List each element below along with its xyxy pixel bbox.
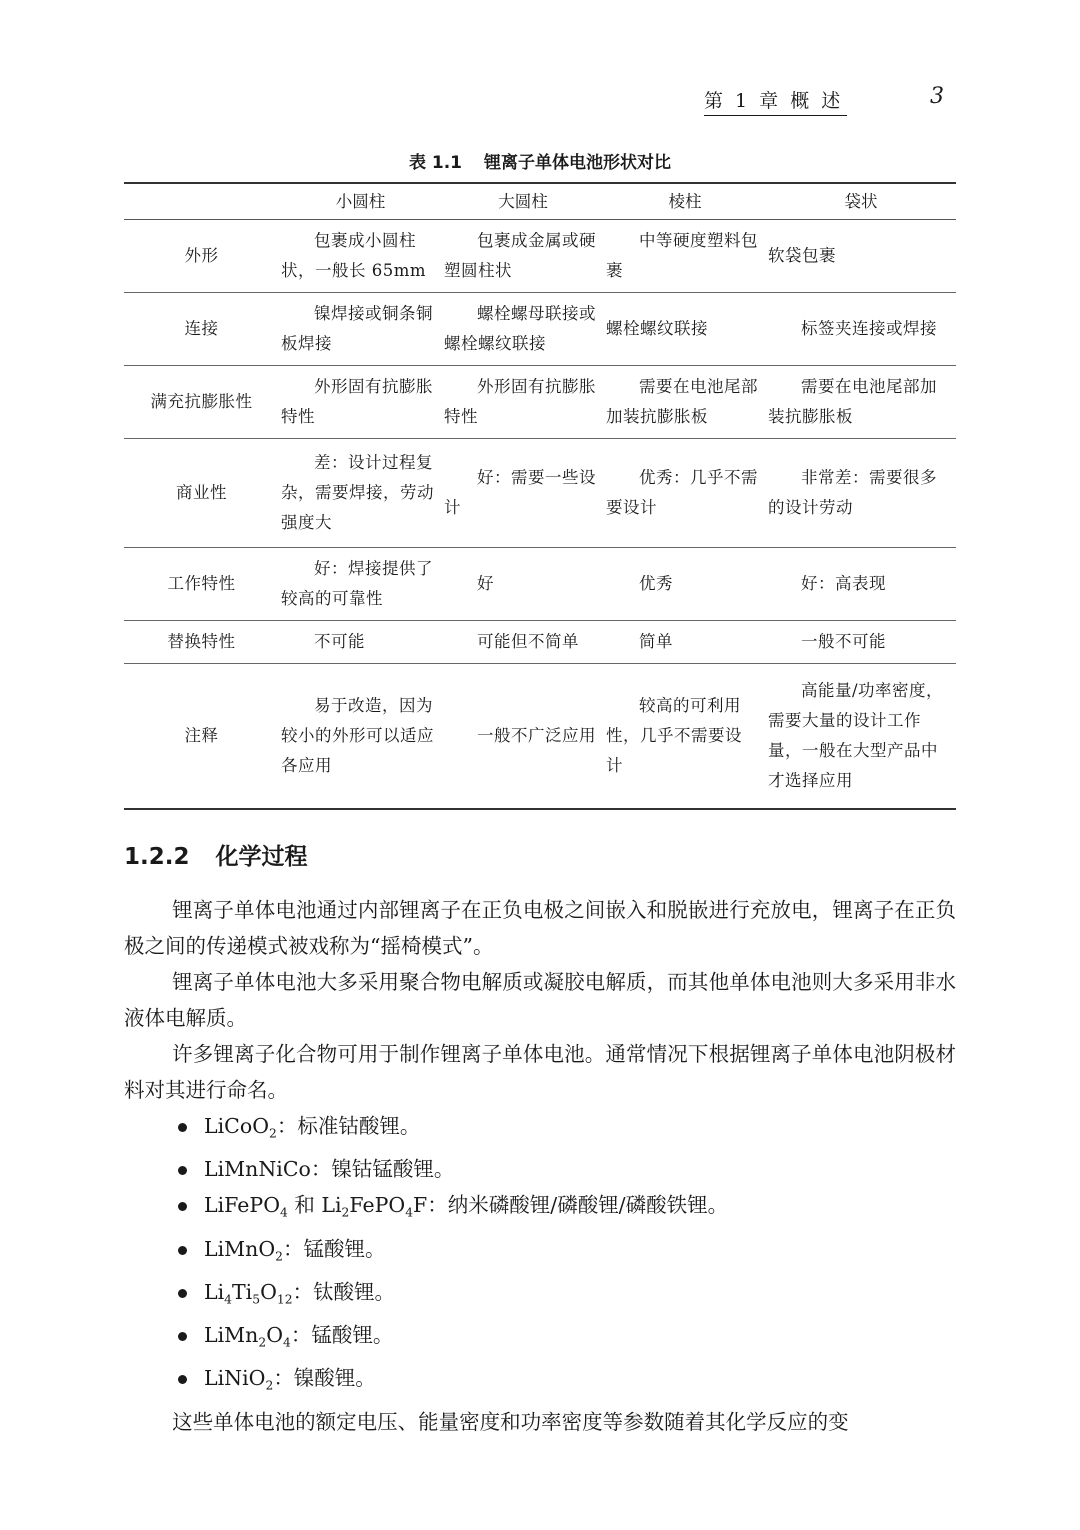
table-cell: 差：设计过程复杂，需要焊接，劳动强度大 <box>281 453 434 532</box>
table-cell: 镍焊接或铜条铜板焊接 <box>281 304 433 353</box>
formula-text: F <box>413 1193 428 1218</box>
formula-text: Li <box>204 1279 225 1304</box>
formula-text: Ti <box>232 1279 253 1304</box>
row-label: 注释 <box>184 725 219 745</box>
formula-subscript: 2 <box>265 1378 274 1393</box>
paragraph: 锂离子单体电池通过内部锂离子在正负电极之间嵌入和脱嵌进行充放电，锂离子在正负极之间的传递模式被戏称为“摇椅模式”。 <box>124 898 956 958</box>
formula-text: FePO <box>349 1193 406 1218</box>
column-header <box>124 183 279 220</box>
chemical-formula <box>204 1157 311 1181</box>
table-row <box>124 664 956 809</box>
table-cell: 需要在电池尾部加装抗膨胀板 <box>606 377 758 426</box>
formula-subscript: 4 <box>283 1335 291 1350</box>
table-cell: 不可能 <box>314 632 365 651</box>
table-cell: 好：高表现 <box>801 574 886 593</box>
row-label: 商业性 <box>176 483 227 502</box>
column-header: 棱柱 <box>668 191 702 211</box>
table-cell: 高能量/功率密度，需要大量的设计工作量，一般在大型产品中才选择应用 <box>768 680 944 790</box>
chemical-formula <box>204 1366 274 1393</box>
section-heading <box>124 838 308 871</box>
table-cell: 好：需要一些设计 <box>444 468 596 517</box>
formula-description: ：锰酸锂。 <box>290 1323 394 1348</box>
formula-text: 和 Li <box>287 1193 342 1218</box>
chemical-formula <box>204 1323 291 1350</box>
table-cell: 标签夹连接或焊接 <box>801 319 937 338</box>
chemical-formula <box>204 1114 277 1141</box>
chapter-heading: 第 1 章 概 述 <box>704 86 847 116</box>
formula-description: ：镍酸锂。 <box>273 1366 376 1391</box>
table-cell: 好：焊接提供了较高的可靠性 <box>281 559 433 608</box>
formula-subscript: 2 <box>341 1205 350 1220</box>
running-head <box>704 86 944 116</box>
table-cell: 可能但不简单 <box>477 632 579 651</box>
table-header <box>124 183 956 220</box>
formula-text: LiFePO <box>204 1193 281 1218</box>
table-body <box>124 220 956 809</box>
table-cell: 优秀：几乎不需要设计 <box>606 468 758 517</box>
table-cell: 外形固有抗膨胀特性 <box>444 377 596 426</box>
bullet-item <box>178 1151 956 1187</box>
table-cell: 较高的可利用性，几乎不需要设计 <box>606 695 742 775</box>
paragraph: 许多锂离子化合物可用于制作锂离子单体电池。通常情况下根据锂离子单体电池阴极材料对其进行命名。 <box>124 1042 956 1102</box>
table-cell: 易于改造，因为较小的外形可以适应各应用 <box>281 695 434 775</box>
formula-subscript: 2 <box>269 1126 277 1141</box>
section-title: 化学过程 <box>215 844 308 870</box>
table-cell: 包裹成金属或硬塑圆柱状 <box>444 231 596 280</box>
formula-text: O <box>266 1323 284 1348</box>
formula-subscript: 4 <box>224 1292 232 1307</box>
chemical-formula <box>204 1193 428 1220</box>
chemical-formula <box>204 1237 283 1261</box>
bullet-item <box>178 1108 956 1151</box>
cathode-material-list <box>124 1108 956 1404</box>
header-row <box>124 183 956 220</box>
comparison-table <box>124 182 956 810</box>
formula-description: ：镍钴锰酸锂。 <box>310 1157 455 1182</box>
table-row <box>124 548 956 621</box>
bullet-item <box>178 1360 956 1403</box>
formula-text: LiMn <box>204 1323 259 1348</box>
bullet-item <box>178 1317 956 1360</box>
bullet-item <box>178 1231 956 1274</box>
formula-text: O <box>260 1279 277 1304</box>
row-label: 连接 <box>184 319 219 338</box>
formula-subscript: 4 <box>405 1205 414 1220</box>
column-header: 小圆柱 <box>335 191 386 211</box>
table-cell: 螺栓螺母联接或螺栓螺纹联接 <box>444 304 596 353</box>
formula-description: ：钛酸锂。 <box>292 1279 396 1304</box>
table-cell: 非常差：需要很多的设计劳动 <box>768 468 937 517</box>
table-cell: 一般不广泛应用 <box>477 725 596 745</box>
paragraph: 这些单体电池的额定电压、能量密度和功率密度等参数随着其化学反应的变 <box>172 1409 849 1434</box>
table-caption <box>124 148 956 173</box>
page-number: 3 <box>930 84 944 109</box>
bullet-item <box>178 1187 956 1230</box>
table-row <box>124 366 956 439</box>
formula-text: LiNiO <box>204 1366 266 1391</box>
table-number: 表 1.1 <box>408 153 463 173</box>
table-row <box>124 621 956 664</box>
table-cell: 螺栓螺纹联接 <box>606 319 708 338</box>
table-cell: 一般不可能 <box>801 632 886 651</box>
formula-subscript: 2 <box>275 1248 283 1263</box>
row-label: 替换特性 <box>167 632 236 651</box>
formula-text: LiMnNiCo <box>204 1157 311 1182</box>
table-title: 锂离子单体电池形状对比 <box>484 153 672 173</box>
formula-text: LiCoO <box>204 1114 270 1138</box>
table-cell: 简单 <box>639 632 673 651</box>
body-text <box>124 892 956 1440</box>
row-label: 外形 <box>184 246 219 265</box>
table-cell: 包裹成小圆柱状，一般长 65mm <box>281 231 427 280</box>
table-row <box>124 439 956 548</box>
column-header: 袋状 <box>844 191 878 211</box>
column-header: 大圆柱 <box>498 191 548 211</box>
table-cell: 软袋包裹 <box>768 246 836 265</box>
table-cell: 优秀 <box>639 574 673 593</box>
table-cell: 外形固有抗膨胀特性 <box>281 377 433 426</box>
paragraph: 锂离子单体电池大多采用聚合物电解质或凝胶电解质，而其他单体电池则大多采用非水液体电解质。 <box>124 970 956 1030</box>
formula-description: ：锰酸锂。 <box>283 1236 386 1261</box>
bullet-item <box>178 1274 956 1317</box>
row-label: 工作特性 <box>167 574 236 593</box>
table-cell: 中等硬度塑料包裹 <box>606 231 758 280</box>
formula-subscript: 12 <box>276 1292 293 1307</box>
formula-text: LiMnO <box>204 1236 276 1261</box>
formula-subscript: 4 <box>280 1205 288 1220</box>
section-number: 1.2.2 <box>124 844 190 870</box>
formula-description: ：标准钴酸锂。 <box>276 1114 421 1138</box>
formula-subscript: 5 <box>252 1292 261 1307</box>
formula-subscript: 2 <box>258 1335 267 1350</box>
table-row <box>124 220 956 293</box>
table-cell: 需要在电池尾部加装抗膨胀板 <box>768 377 937 426</box>
row-label: 满充抗膨胀性 <box>150 392 253 411</box>
chemical-formula <box>204 1279 293 1307</box>
table-row <box>124 293 956 366</box>
formula-description: ：纳米磷酸锂/磷酸锂/磷酸铁锂。 <box>427 1193 729 1218</box>
table-cell: 好 <box>477 574 494 593</box>
